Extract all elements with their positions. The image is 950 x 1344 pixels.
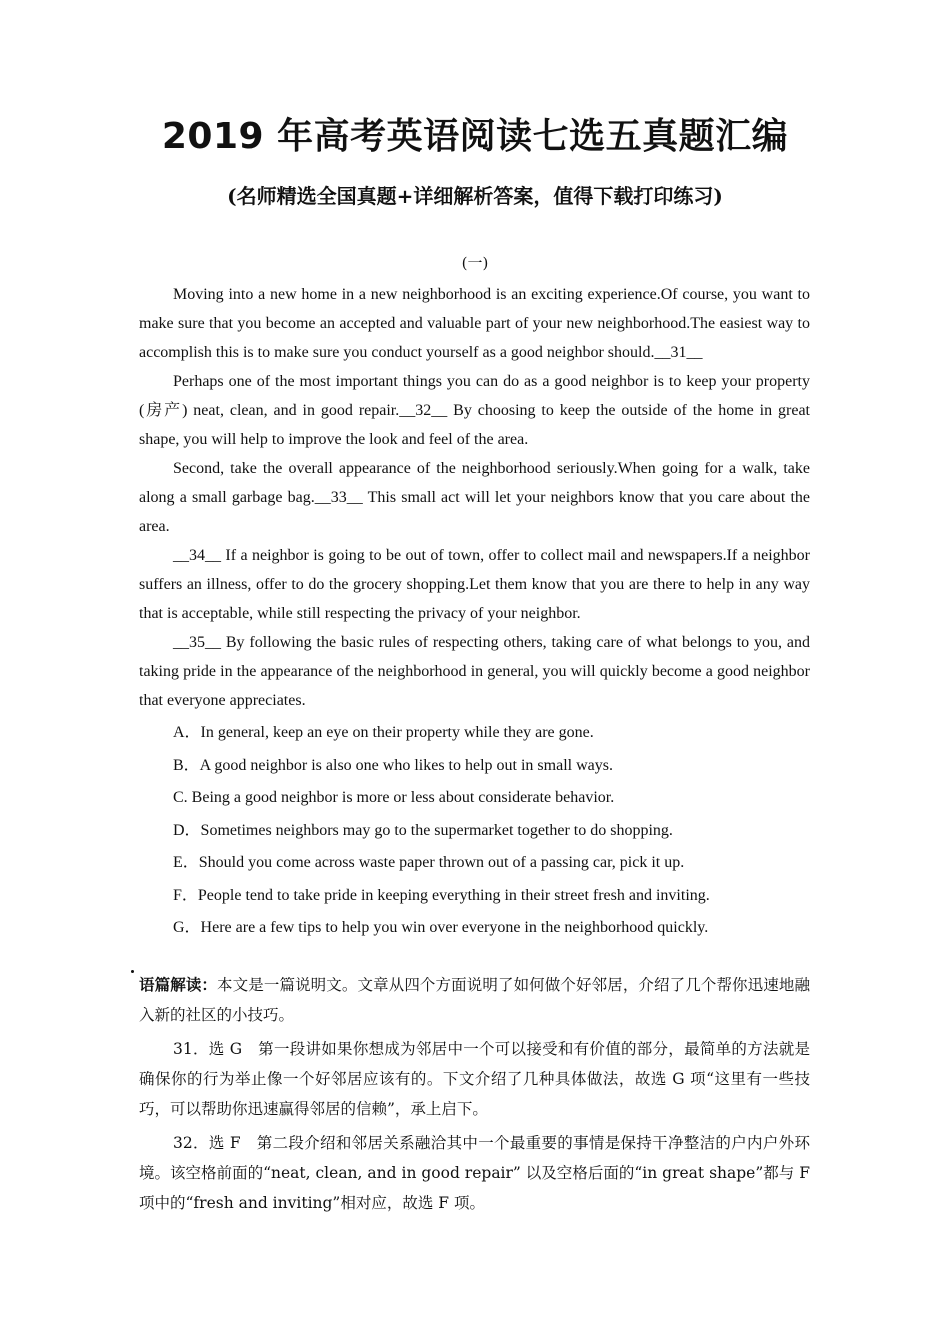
- analysis-item: 31．选 G 第一段讲如果你想成为邻居中一个可以接受和有价值的部分，最简单的方法就是确保你的行为举止像一个好邻居应该有的。下文介绍了几种具体做法，故选 G 项“这里有一些技巧，可以帮助你迅速赢得邻居的信赖”，承上启下。: [139, 1040, 810, 1118]
- option-c: C. Being a good neighbor is more or less about considerate behavior.: [173, 789, 615, 806]
- option-b: B．A good neighbor is also one who likes to help out in small ways.: [173, 756, 613, 774]
- passage-paragraph: Second, take the overall appearance of the neighborhood seriously.When going for a walk, take along a small garbage bag.__33__ This small act will let your neighbors know that you care about the area.: [139, 460, 810, 535]
- passage-paragraph: Moving into a new home in a new neighborhood is an exciting experience.Of course, you want to make sure that you become an accepted and valuable part of your new neighborhood.The easiest way to accomplish this is to make sure you conduct yourself as a good neighbor should.__31__: [139, 286, 810, 361]
- document-title: 2019 年高考英语阅读七选五真题汇编: [161, 116, 789, 157]
- option-g: G．Here are a few tips to help you win over everyone in the neighborhood quickly.: [173, 919, 709, 936]
- analysis-label: 语篇解读：: [139, 976, 218, 994]
- passage-paragraph: __35__ By following the basic rules of respecting others, taking care of what belongs to you, and taking pride in the appearance of the neighborhood in general, you will quickly become a good neighbor that everyone appreciates.: [139, 634, 810, 709]
- option-a: A．In general, keep an eye on their property while they are gone.: [173, 724, 594, 741]
- reading-passage: [139, 280, 810, 945]
- option-e: E．Should you come across waste paper thrown out of a passing car, pick it up.: [173, 854, 685, 871]
- analysis-summary: [139, 970, 810, 1030]
- section-number: (一): [461, 254, 489, 272]
- document-subtitle: (名师精选全国真题+详细解析答案，值得下载打印练习): [227, 184, 723, 208]
- answer-analysis: [139, 970, 810, 1222]
- passage-paragraph: __34__ If a neighbor is going to be out of town, offer to collect mail and newspapers.If a neighbor suffers an illness, offer to do the grocery shopping.Let them know that you are there to help in any way that is acceptable, while still respecting the privacy of your neighbor.: [139, 547, 810, 622]
- analysis-item: 32．选 F 第二段介绍和邻居关系融洽其中一个最重要的事情是保持干净整洁的户内户外环境。该空格前面的“neat, clean, and in good repair” 以及空格后面的“in great shape”都与 F 项中的“fresh and inviting”相对应，故选 F 项。: [139, 1134, 810, 1212]
- passage-paragraph: Perhaps one of the most important things you can do as a good neighbor is to keep your property (房产) neat, clean, and in good repair.__32__ By choosing to keep the outside of the home in great shape, you will help to improve the look and feel of the area.: [139, 373, 810, 448]
- answer-options: [139, 717, 810, 945]
- option-f: F．People tend to take pride in keeping everything in their street fresh and inviting.: [173, 886, 710, 904]
- option-d: D．Sometimes neighbors may go to the supermarket together to do shopping.: [173, 821, 673, 839]
- bullet-dot: [131, 970, 134, 973]
- analysis-summary-text: 本文是一篇说明文。文章从四个方面说明了如何做个好邻居，介绍了几个帮你迅速地融入新的社区的小技巧。: [139, 976, 810, 1024]
